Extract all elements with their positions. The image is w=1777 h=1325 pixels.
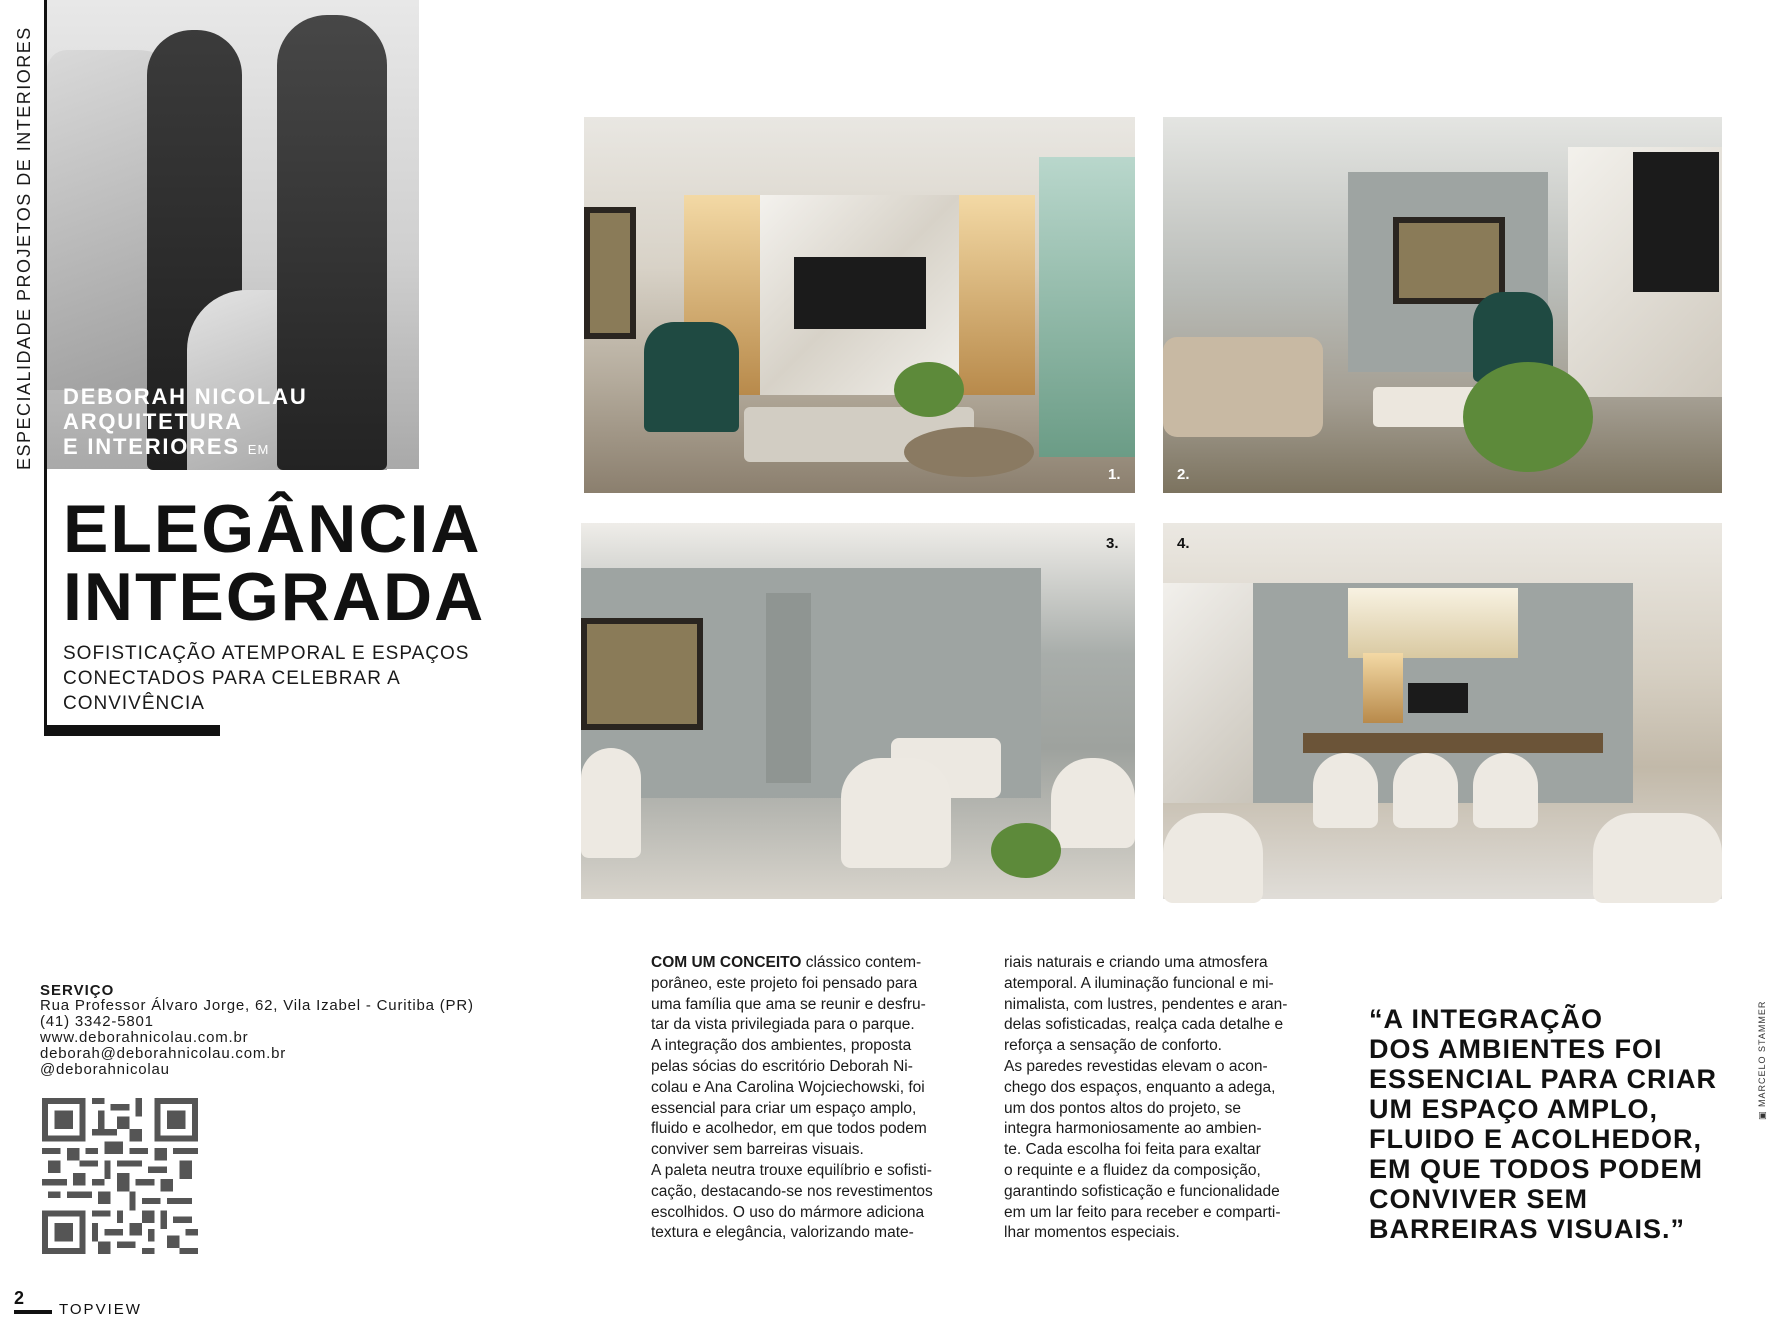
- quote-line: ESSENCIAL PARA CRIAR: [1369, 1064, 1718, 1094]
- white-armchair: [841, 758, 951, 868]
- photo-number-3: 3.: [1106, 535, 1119, 552]
- magazine-name: TOPVIEW: [59, 1301, 142, 1318]
- portrait-caption: [63, 384, 363, 462]
- green-armchair: [644, 322, 739, 432]
- page-number: 2: [14, 1288, 25, 1308]
- round-table: [904, 427, 1034, 477]
- quote-line: CONVIVER SEM: [1369, 1184, 1589, 1214]
- lead-in: COM UM CONCEITO: [651, 954, 802, 971]
- plant: [1463, 362, 1593, 472]
- body-line: A paleta neutra trouxe equilíbrio e sofisti-: [651, 1161, 932, 1179]
- caption-line-3: E INTERIORES: [63, 434, 240, 459]
- television: [1633, 152, 1719, 292]
- framed-map: [581, 618, 703, 730]
- body-line: colau e Ana Carolina Wojciechowski, foi: [651, 1078, 925, 1096]
- service-website[interactable]: www.deborahnicolau.com.br: [40, 1029, 249, 1046]
- lounge-chair-right: [1593, 813, 1722, 903]
- body-column-2: [1004, 953, 1334, 1244]
- horizontal-rule: [44, 725, 220, 736]
- door: [766, 593, 811, 783]
- photo-number-2: 2.: [1177, 466, 1190, 483]
- quote-line: “A INTEGRAÇÃO: [1369, 1004, 1603, 1034]
- folio-bar: [14, 1310, 52, 1314]
- photo-credit: [1757, 960, 1777, 1120]
- lit-shelf-right: [959, 195, 1035, 395]
- body-line: atemporal. A iluminação funcional e mi-: [1004, 974, 1274, 992]
- body-line: porâneo, este projeto foi pensado para: [651, 974, 918, 992]
- body-line: textura e elegância, valorizando mate-: [651, 1224, 914, 1242]
- dining-chair: [581, 748, 641, 858]
- body-line: essencial para criar um espaço amplo,: [651, 1099, 917, 1117]
- subtitle-line-3: CONVIVÊNCIA: [63, 693, 205, 714]
- dining-table: [1303, 733, 1603, 753]
- caption-line-2: ARQUITETURA: [63, 409, 243, 434]
- service-heading: SERVIÇO: [40, 982, 115, 999]
- subtitle-line-1: SOFISTICAÇÃO ATEMPORAL E ESPAÇOS: [63, 643, 470, 664]
- body-line: te. Cada escolha foi feita para exaltar: [1004, 1141, 1261, 1159]
- interior-photo-4: [1163, 523, 1722, 899]
- television: [794, 257, 926, 329]
- body-line: o requinte e a fluidez da composição,: [1004, 1161, 1261, 1179]
- dining-chair: [1393, 753, 1458, 828]
- lounge-chair-left: [1163, 813, 1263, 903]
- body-line: tar da vista privilegiada para o parque.: [651, 1016, 915, 1034]
- body-line: pelas sócias do escritório Deborah Ni-: [651, 1057, 913, 1075]
- body-line: em um lar feito para receber e comparti-: [1004, 1203, 1281, 1221]
- white-armchair-right: [1051, 758, 1135, 848]
- body-line: reforça a sensação de conforto.: [1004, 1037, 1222, 1055]
- service-email[interactable]: deborah@deborahnicolau.com.br: [40, 1045, 287, 1062]
- subtitle-line-2: CONECTADOS PARA CELEBRAR A: [63, 668, 401, 689]
- photo-number-4: 4.: [1177, 535, 1190, 552]
- beige-sofa: [1163, 337, 1323, 437]
- camera-icon: ▣: [1757, 1110, 1767, 1120]
- service-phone: (41) 3342-5801: [40, 1013, 154, 1030]
- quote-line: DOS AMBIENTES FOI: [1369, 1034, 1663, 1064]
- plant: [991, 823, 1061, 878]
- dining-chair: [1473, 753, 1538, 828]
- plant: [894, 362, 964, 417]
- section-label: ESPECIALIDADE PROJETOS DE INTERIORES: [14, 26, 34, 470]
- body-line: integra harmoniosamente ao ambien-: [1004, 1120, 1262, 1138]
- caption-line-1: DEBORAH NICOLAU: [63, 384, 308, 409]
- body-line: A integração dos ambientes, proposta: [651, 1037, 912, 1055]
- article-subtitle: [63, 641, 483, 716]
- body-line: As paredes revestidas elevam o acon-: [1004, 1057, 1268, 1075]
- body-line: conviver sem barreiras visuais.: [651, 1141, 864, 1159]
- body-column-1: [651, 953, 981, 1244]
- quote-line: BARREIRAS VISUAIS.”: [1369, 1214, 1686, 1244]
- dining-chair: [1313, 753, 1378, 828]
- service-address: Rua Professor Álvaro Jorge, 62, Vila Izabel - Curitiba (PR): [40, 997, 474, 1014]
- body-line: chego dos espaços, enquanto a adega,: [1004, 1078, 1276, 1096]
- interior-photo-3: [581, 523, 1135, 899]
- body-line: um dos pontos altos do projeto, se: [1004, 1099, 1241, 1117]
- photo-number-1: 1.: [1108, 466, 1121, 483]
- framed-map: [1393, 217, 1505, 304]
- quote-line: UM ESPAÇO AMPLO,: [1369, 1094, 1659, 1124]
- qr-code[interactable]: [42, 1098, 198, 1254]
- body-line: nimalista, com lustres, pendentes e aran-: [1004, 995, 1288, 1013]
- body-line: fluido e acolhedor, em que todos podem: [651, 1120, 927, 1138]
- title-line-2: INTEGRADA: [63, 559, 486, 635]
- photo-credit-text: MARCELO STAMMER: [1757, 1000, 1767, 1107]
- quote-line: FLUIDO E ACOLHEDOR,: [1369, 1124, 1702, 1154]
- body-line: COM UM CONCEITO clássico contem-: [651, 954, 922, 971]
- marble-wall: [1163, 583, 1253, 803]
- quote-line: EM QUE TODOS PODEM: [1369, 1154, 1704, 1184]
- service-handle[interactable]: @deborahnicolau: [40, 1061, 170, 1078]
- crystal-chandelier: [1348, 588, 1518, 658]
- body-line: lhar momentos especiais.: [1004, 1224, 1180, 1242]
- body-line: escolhidos. O uso do mármore adiciona: [651, 1203, 925, 1221]
- body-line: garantindo sofisticação e funcionalidade: [1004, 1182, 1280, 1200]
- body-line: cação, destacando-se nos revestimentos: [651, 1182, 933, 1200]
- wall-map-frame: [584, 207, 636, 339]
- article-title: [63, 491, 503, 635]
- television: [1408, 683, 1468, 713]
- lit-shelf: [1363, 653, 1403, 723]
- pull-quote: [1369, 1004, 1729, 1244]
- body-line: delas sofisticadas, realça cada detalhe e: [1004, 1016, 1284, 1034]
- interior-photo-1: [584, 117, 1135, 493]
- body-line: uma família que ama se reunir e desfru-: [651, 995, 926, 1013]
- caption-suffix: EM: [247, 442, 270, 457]
- service-info: [40, 998, 474, 1078]
- glass-door: [1039, 157, 1135, 457]
- interior-photo-2: [1163, 117, 1722, 493]
- title-line-1: ELEGÂNCIA: [63, 491, 482, 567]
- body-line: riais naturais e criando uma atmosfera: [1004, 954, 1268, 971]
